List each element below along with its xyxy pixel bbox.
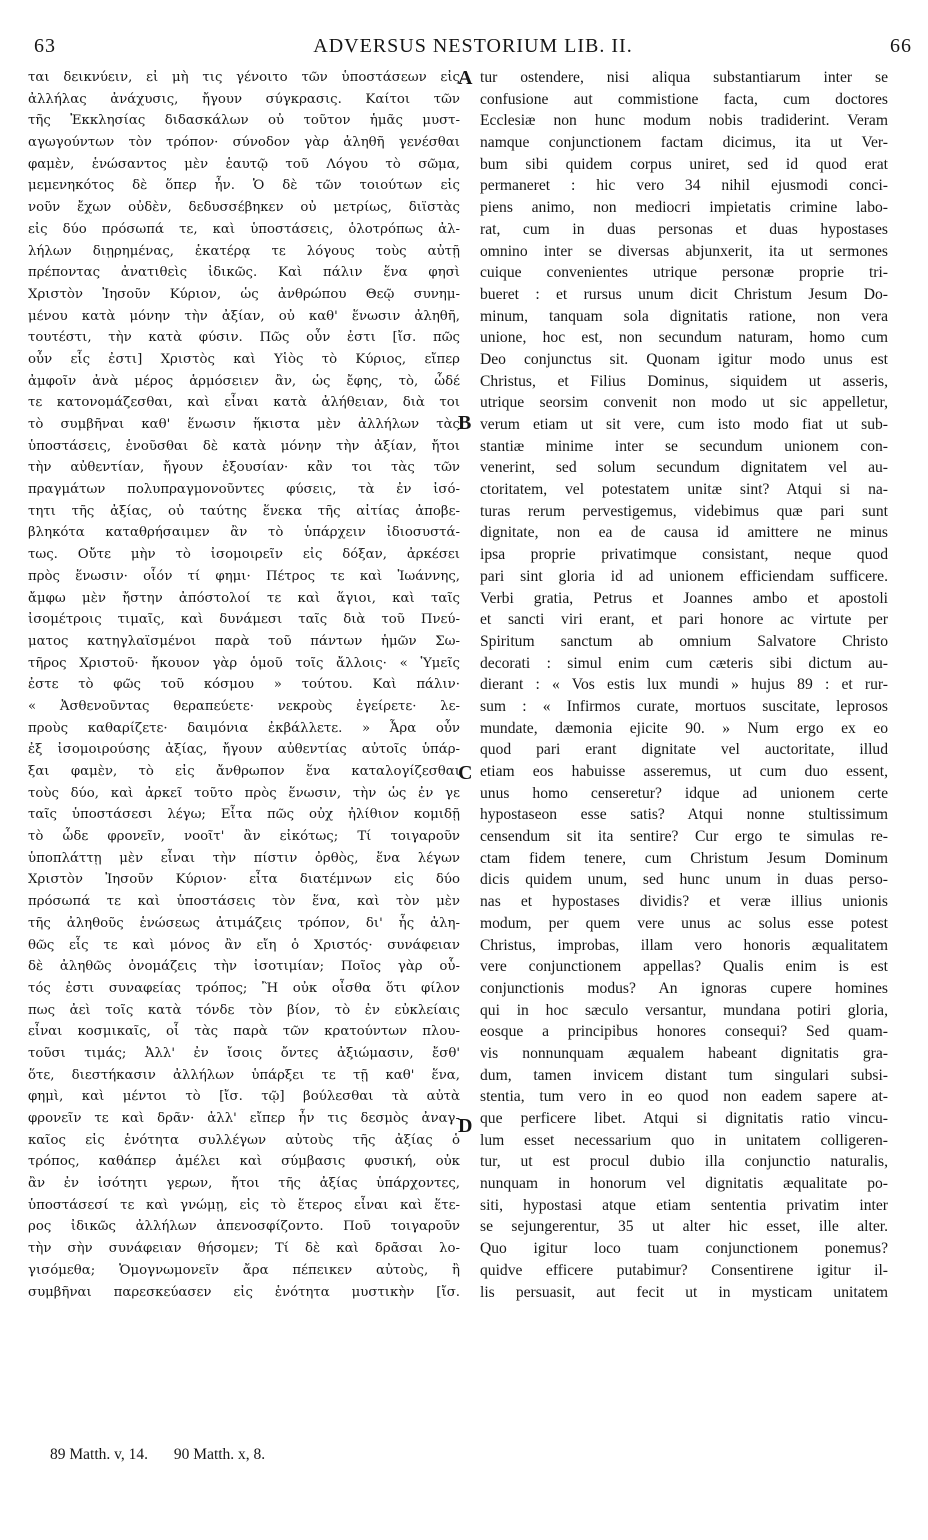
greek-line: εἶναι κοσμικαῖς, οἷ τὰς παρὰ τῶν κρατούντων πλου-	[28, 1024, 460, 1040]
latin-line: quod pari erant dignitate vel auctoritate, illud	[480, 741, 888, 759]
page-number-right: 66	[890, 35, 912, 57]
greek-line: τε κατονομάζεσθαι, καὶ εἶναι κατὰ ἀλήθειαν, διὰ τοι	[28, 395, 460, 411]
greek-line: φαμὲν, ἑνώσαντος μὲν ἑαυτῷ τοῦ Λόγου τὸ σῶμα,	[28, 156, 460, 172]
latin-line: ctam fidem tenere, cum Christum Jesum Dominum	[480, 849, 888, 867]
greek-line: φρονεῖν τε καὶ δρᾶν· ἀλλ' εἴπερ ἦν τις δεσμὸς ἀναγ-	[28, 1111, 460, 1126]
latin-line: Quo igitur loco tuam conjunctionem ponemus?	[480, 1240, 888, 1258]
latin-line: piens animo, non mediocri impietatis crimine labo-	[480, 199, 888, 217]
greek-line: ται δεικνύειν, εἰ μὴ τις γένοιτο τῶν ὑποστάσεων εἰς	[28, 70, 460, 85]
latin-line: decorati : simul enim cum cæteris sibi dictum au-	[480, 654, 888, 672]
greek-line: ὑποστάσεις, ἑνοῦσθαι δὲ κατὰ μόνην τὴν ἀξίαν, ἤτοι	[28, 438, 460, 454]
greek-line: ἀλλήλας ἀνάχυσις, ἤγουν σύγκρασις. Καίτοι τῶν	[28, 91, 460, 107]
greek-line: ἰσομέτροις τιμαῖς, καὶ δυνάμεσι ταῖς διὰ τοῦ Πνεύ-	[28, 612, 460, 628]
running-header	[34, 35, 912, 61]
greek-line: λήλων διῃρημένας, ἑκατέρᾳ τε λόγους τοὺς αὐτῇ	[28, 243, 460, 259]
greek-line: βληκότα καταθρήσαιμεν ἂν τὸ ὑπάρχειν ἰδιοσυστά-	[28, 525, 460, 541]
greek-line: ὑποστάσεσί τε καὶ γνώμῃ, εἰς τὸ ἕτερος εἶναι καὶ ἕτε-	[28, 1197, 460, 1213]
latin-line: tur, ut est procul dubio illa conjunctio naturalis,	[480, 1153, 888, 1171]
latin-line: lis persuasit, aut fecit ut in mysticam unitatem	[480, 1283, 888, 1301]
greek-line: ὅτε, διεστήκασιν ἀλλήλων ὑπάρξει τε τῇ καθ' ἕνα,	[28, 1067, 460, 1083]
footnote-89: 89 Matth. v, 14.	[50, 1446, 149, 1463]
greek-line: πρέποντας ἀνατιθεὶς ἰδικῶς. Καὶ πάλιν ἕνα φησὶ	[28, 265, 460, 281]
greek-line: τῆς Ἐκκλησίας διδασκάλων οὐ τοῦτον ἡμᾶς μυστ-	[28, 113, 460, 129]
greek-line: τως. Οὔτε μὴν τὸ ἰσομοιρεῖν εἰς δόξαν, ἀρκέσει	[28, 547, 460, 563]
latin-line: Christus, improbas, illam vero honoris æqualitatem	[480, 936, 888, 954]
greek-line: τρόπος, καθάπερ ἀμέλει καὶ σύμβασις φυσική, οὐκ	[28, 1154, 460, 1170]
greek-line: τὴν αὐθεντίαν, ἤγουν ἐξουσίαν· κἂν τοι τὰς τῶν	[28, 460, 460, 476]
greek-line: Χριστὸν Ἰησοῦν Κύριον· εἶτα διατέμνων εἰς δύο	[28, 872, 460, 888]
latin-column	[480, 67, 888, 1303]
footnotes	[50, 1446, 287, 1464]
latin-line: nunquam in honorum vel dignitatis æqualitate po-	[480, 1175, 888, 1193]
page-number-left: 63	[34, 35, 56, 57]
latin-line: nas et hypostases dividis? et veræ illius unionis	[480, 893, 888, 911]
greek-line: πρόσωπά τε καὶ ὑποστάσεις τὸν ἕνα, καὶ τὸν μὲν	[28, 894, 460, 910]
greek-line: « Ἀσθενοῦντας θεραπεύετε· νεκροὺς ἐγείρετε· λε-	[28, 698, 460, 714]
running-title: ADVERSUS NESTORIUM LIB. II.	[313, 35, 633, 57]
greek-line: μεμενηκότος δὲ ὅπερ ἦν. Ὁ δὲ τῶν τοιούτων εἰς	[28, 178, 460, 194]
greek-line: τητι τῆς ἀξίας, οὐ ταύτης ἕνεκα τῆς αἰτίας ἀποβε-	[28, 503, 460, 519]
greek-line: εἰς δύο πρόσωπά τε, καὶ ὑποστάσεις, ὁλοτρόπως ἀλ-	[28, 221, 460, 237]
greek-line: προὺς καθαρίζετε· δαιμόνια ἐκβάλλετε. » Ἆρα οὖν	[28, 720, 460, 736]
latin-line: permaneret : hic vero 34 nihil ejusmodi conci-	[480, 177, 888, 195]
latin-line: et sancti viri erant, et pari honore ac virtute per	[480, 611, 888, 629]
greek-line: ἐστε τὸ φῶς τοῦ κόσμου » τούτου. Καὶ πάλιν·	[28, 677, 460, 693]
greek-line: ἐξ ἰσομοιρούσης ἀξίας, ἤγουν αὐθεντίας αὐτοῖς ὑπάρ-	[28, 742, 460, 758]
latin-line: stentia, tum vero in eo quod non eadem sapere at-	[480, 1088, 888, 1106]
margin-marker-a: A	[458, 67, 473, 89]
latin-line: eosque a principibus honores consequi? Sed quam-	[480, 1023, 888, 1041]
latin-line: confusione aut commistione facta, cum doctores	[480, 90, 888, 108]
latin-line: bum sibi quidem corpus uniret, sed id quod erat	[480, 155, 888, 173]
greek-line: πως ἀεὶ τοῖς κατὰ τόνδε τὸν βίον, τὸ ἐν εὐκλείαις	[28, 1002, 460, 1018]
greek-line: ἄμφω μὲν ἤστην ἀπόστολοί τε καὶ ἅγιοι, καὶ ταῖς	[28, 590, 460, 606]
greek-line: μένου κατὰ μόνην τὴν ἀξίαν, οὐ καθ' ἕνωσιν ἀληθῆ,	[28, 308, 460, 324]
latin-line: siti, hypostasi atque etiam sententia privatim inter	[480, 1196, 888, 1214]
greek-column	[28, 67, 460, 1303]
greek-line: ἂν ἐν ἰσότητι γερων, ἤτοι τῆς ἀξίας ὑπάρχοντες,	[28, 1176, 460, 1192]
greek-line: ὑποπλάττῃ μὲν εἶναι τὴν πίστιν ὀρθὸς, ἕνα λέγων	[28, 850, 460, 866]
greek-line: συμβῆναι παρεσκεύασεν εἰς ἑνότητα μυστικὴν [ἴσ.	[28, 1284, 460, 1300]
latin-line: turas rerum pervestigemus, videbimus quæ pari sunt	[480, 502, 888, 520]
greek-line: καῖος εἰς ἑνότητα συλλέγων αὐτοὺς τῆς ἀξίας ὁ	[28, 1132, 460, 1148]
greek-line: ματος κατηγλαϊσμένοι παρὰ τοῦ πάντων ἡμῶν Σω-	[28, 633, 460, 649]
greek-line: ξαι φαμὲν, τὸ εἰς ἄνθρωπον ἕνα καταλογίζεσθαι	[28, 764, 460, 779]
greek-line: φημὶ, καὶ μέντοι τὸ [ἴσ. τῷ] βούλεσθαι τὰ αὐτὰ	[28, 1089, 460, 1105]
margin-marker-c: C	[458, 762, 473, 784]
latin-line: dum, tamen invicem distant tum singulari subsi-	[480, 1066, 888, 1084]
greek-line: τὸ ὧδε φρονεῖν, νοοῖτ' ἂν εἰκότως; Τί τοιγαροῦν	[28, 829, 460, 845]
greek-line: τὴν σὴν συνάφειαν θήσομεν; Τί δὲ καὶ δρᾶσαι λο-	[28, 1241, 460, 1257]
greek-line: τοῦσι τιμάς; Ἀλλ' ἐν ἴσοις ὄντες ἀξιώμασιν, ἔσθ'	[28, 1045, 460, 1061]
greek-line: ταῖς ὑποστάσεσι λέγω; Εἶτα πῶς οὐχ ἠλίθιον κομιδῇ	[28, 807, 460, 823]
greek-line: δὲ ἀληθῶς ὀνομάζεις τὴν ἰσοτιμίαν; Ποῖος γὰρ οὗ-	[28, 959, 460, 975]
latin-line: quidve efficere putabimur? Consentirene igitur il-	[480, 1261, 888, 1279]
latin-line: unus homo censeretur? idque ad unionem certe	[480, 784, 888, 802]
latin-line: Ecclesiæ non hunc modum nobis tradiderint. Veram	[480, 112, 888, 130]
latin-line: verum etiam ut sit vere, cum isto modo fiat ut sub-	[480, 416, 888, 433]
latin-line: qui in hoc sæculo versantur, mundana potiri gloria,	[480, 1001, 888, 1019]
greek-line: Χριστὸν Ἰησοῦν Κύριον, ὡς ἀνθρώπου Θεῷ συνημ-	[28, 286, 460, 302]
greek-line: αγωγούντων τὸν τρόπον· σύνοδον γὰρ ἀληθῆ γενέσθαι	[28, 135, 460, 151]
latin-line: pari sint gloria id ad unionem efficiendam sufficere.	[480, 567, 888, 585]
latin-line: ipsa proprie privatimque consistant, neque quod	[480, 546, 888, 564]
footnote-90: 90 Matth. x, 8.	[173, 1446, 266, 1463]
latin-line: minum, tanquam sola dignitatis ratione, non vera	[480, 307, 888, 325]
latin-line: lum esset necessarium quo in unitatem colligeren-	[480, 1131, 888, 1149]
latin-line: Spiritum sanctum ab omnium Salvatore Christo	[480, 632, 888, 650]
latin-line: conjunctionis modus? An ignoras cupere homines	[480, 979, 888, 997]
latin-line: modum, per quem vere unus ac solus esse potest	[480, 914, 888, 932]
latin-line: censendum sit ita sentire? Cur ergo te simulas re-	[480, 828, 888, 846]
latin-line: ctoritatem, vel potestatem unitæ sint? Atqui si na-	[480, 481, 888, 499]
latin-line: hypostaseon esse satis? Atqui nonne stultissimum	[480, 806, 888, 824]
latin-line: utrique seorsim convenit non modo ut sic appelletur,	[480, 394, 888, 412]
latin-line: que perficere libet. Atqui si dignitatis ratio vincu-	[480, 1110, 888, 1127]
greek-line: νοῦν ἔχων οὐδὲν, δεδυσσέβηκεν οὐ μετρίως, διϊστὰς	[28, 200, 460, 216]
latin-line: dignitate, non ea de causa id amittere ne minus	[480, 524, 888, 542]
greek-line: πραγμάτων πολυπραγμονοῦντες φύσεις, τὰ ἐν ἰσό-	[28, 482, 460, 498]
latin-line: dicis quidem unum, sed hunc unum in duas perso-	[480, 871, 888, 889]
greek-line: πρὸς ἕνωσιν· οἷόν τί φημι· Πέτρος τε καὶ Ἰωάννης,	[28, 568, 460, 584]
latin-line: namque conjunctionem factam dicimus, ita ut Ver-	[480, 134, 888, 152]
latin-line: dierant : « Vos estis lux mundi » hujus 89 : et rur-	[480, 676, 888, 694]
greek-line: τουτέστι, τὴν κατὰ φύσιν. Πῶς οὖν ἐστι [ἴσ. πῶς	[28, 330, 460, 346]
latin-line: stantiæ minime inter se secundum unionem con-	[480, 437, 888, 455]
greek-line: τοὺς δύο, καὶ ἀρκεῖ τοῦτο πρὸς ἕνωσιν, τὴν ὡς ἐν γε	[28, 785, 460, 801]
greek-line: τός ἐστι συναφείας τρόπος; Ἢ οὐκ οἶσθα ὅτι φίλον	[28, 980, 460, 996]
greek-line: γισόμεθα; Ὁμογνωμονεῖν ἄρα πέπεικεν αὐτοὺς, ἢ	[28, 1262, 460, 1278]
latin-line: omnino inter se diversas abjunxerit, ita ut sermones	[480, 242, 888, 260]
latin-line: bueret : et rursus unum dicit Christum Jesum Do-	[480, 285, 888, 303]
greek-line: τὸ συμβῆναι καθ' ἕνωσιν ἥκιστα μὲν ἀλλήλων τὰς	[28, 417, 460, 432]
latin-line: Christus, et Filius Dominus, siquidem ut asseris,	[480, 372, 888, 390]
latin-line: etiam eos habuisse asseremus, ut cum duo essent,	[480, 763, 888, 780]
margin-marker-d: D	[458, 1115, 473, 1137]
greek-line: ἀμφοῖν ἀνὰ μέρος ἁρμόσειεν ἂν, ὡς ἔφης, τὸ, ὧδέ	[28, 373, 460, 389]
latin-line: Verbi gratia, Petrus et Joannes ambo et apostoli	[480, 589, 888, 607]
latin-line: venerint, sed solum secundum dignitatem vel au-	[480, 459, 888, 477]
greek-line: θῶς εἷς τε καὶ μόνος ἂν εἴη ὁ Χριστός· συνάφειαν	[28, 937, 460, 953]
greek-line: τῆς ἀληθοῦς ἑνώσεως ἀτιμάζεις τρόπον, δι' ἧς ἀλη-	[28, 915, 460, 931]
latin-line: vis nonnunquam æqualem habeant dignitatis gra-	[480, 1044, 888, 1062]
greek-line: οὖν εἷς ἐστι] Χριστὸς καὶ Υἱὸς τὸ Κύριος, εἴπερ	[28, 351, 460, 367]
latin-line: Deo conjunctus sit. Quonam igitur modo unus est	[480, 350, 888, 368]
latin-line: tur ostendere, nisi aliqua substantiarum inter se	[480, 69, 888, 86]
margin-marker-b: B	[458, 412, 472, 434]
latin-line: rat, cum in duas personas et duas hypostases	[480, 220, 888, 238]
latin-line: se sejungerentur, 35 ut alter hic esset, ille alter.	[480, 1218, 888, 1236]
latin-line: vere conjunctionem appellas? Qualis enim is est	[480, 958, 888, 976]
latin-line: unione, hoc est, non secundum naturam, homo cum	[480, 329, 888, 347]
latin-line: cuique convenientes utrique personæ proprie tri-	[480, 264, 888, 282]
latin-line: mundate, dæmonia ejicite 90. » Num ergo ex eo	[480, 719, 888, 737]
latin-line: sum : « Infirmos curate, mortuos suscitate, leprosos	[480, 697, 888, 715]
greek-line: ρος ἰδικῶς ἀλλήλων ἀπενοσφίζοντο. Ποῦ τοιγαροῦν	[28, 1219, 460, 1235]
greek-line: τῆρος Χριστοῦ· ἤκουον γὰρ ὁμοῦ τοῖς ἄλλοις· « Ὑμεῖς	[28, 655, 460, 671]
